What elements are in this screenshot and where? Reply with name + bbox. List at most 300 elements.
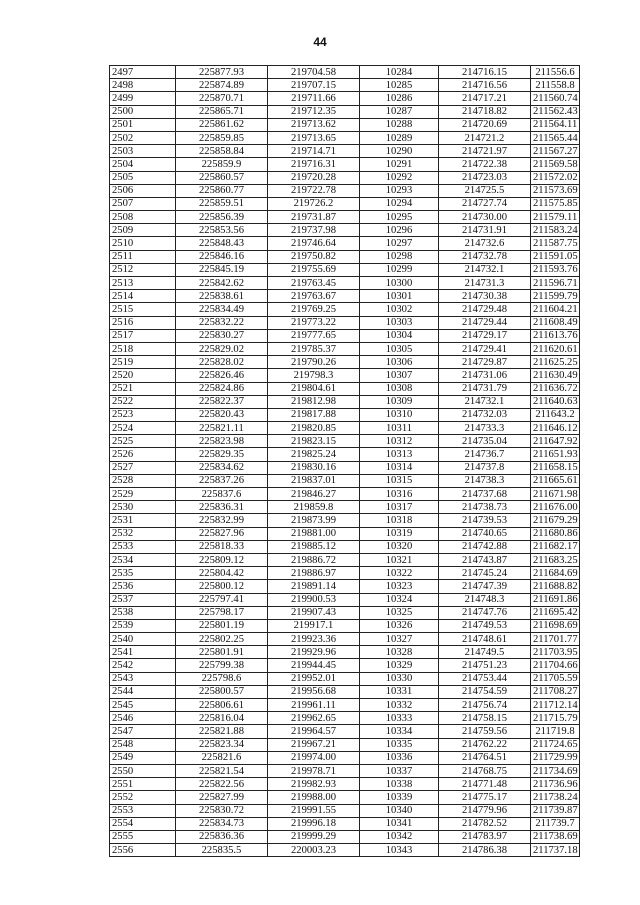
coord-y-a-cell: 219830.16 (268, 461, 360, 474)
coord-y-a-cell: 219785.37 (268, 342, 360, 355)
table-row (110, 197, 580, 210)
coord-x-b-cell: 214729.44 (439, 316, 531, 329)
point-number-b-cell: 10329 (360, 659, 439, 672)
coord-x-b-cell: 214753.44 (439, 672, 531, 685)
point-number-a-cell: 2516 (110, 316, 176, 329)
coord-y-a-cell: 219886.72 (268, 553, 360, 566)
coord-y-a-cell: 219798.3 (268, 369, 360, 382)
coord-y-a-cell: 219777.65 (268, 329, 360, 342)
coord-x-b-cell: 214754.59 (439, 685, 531, 698)
point-number-a-cell: 2544 (110, 685, 176, 698)
coord-x-a-cell: 225834.62 (176, 461, 268, 474)
coord-x-a-cell: 225826.46 (176, 369, 268, 382)
coord-x-a-cell: 225834.73 (176, 817, 268, 830)
coord-x-b-cell: 214756.74 (439, 699, 531, 712)
coord-x-a-cell: 225856.39 (176, 211, 268, 224)
coord-x-b-cell: 214731.91 (439, 224, 531, 237)
coord-y-a-cell: 219891.14 (268, 580, 360, 593)
table-row (110, 764, 580, 777)
coord-x-b-cell: 214735.04 (439, 435, 531, 448)
table-row (110, 619, 580, 632)
coord-x-b-cell: 214768.75 (439, 764, 531, 777)
point-number-b-cell: 10305 (360, 342, 439, 355)
point-number-b-cell: 10339 (360, 791, 439, 804)
table-row (110, 237, 580, 250)
coord-x-a-cell: 225845.19 (176, 263, 268, 276)
coord-y-a-cell: 219962.65 (268, 712, 360, 725)
table-row (110, 646, 580, 659)
coord-x-b-cell: 214771.48 (439, 778, 531, 791)
coord-x-b-cell: 214732.1 (439, 395, 531, 408)
table-row (110, 527, 580, 540)
coord-x-a-cell: 225802.25 (176, 633, 268, 646)
coord-y-a-cell: 219846.27 (268, 488, 360, 501)
coord-y-a-cell: 219988.00 (268, 791, 360, 804)
point-number-a-cell: 2556 (110, 844, 176, 857)
coord-y-b-cell: 211736.96 (531, 778, 580, 791)
coord-x-b-cell: 214762.22 (439, 738, 531, 751)
coord-x-b-cell: 214738.73 (439, 501, 531, 514)
coord-y-a-cell: 219956.68 (268, 685, 360, 698)
coord-y-a-cell: 219720.28 (268, 171, 360, 184)
table-row (110, 501, 580, 514)
point-number-b-cell: 10334 (360, 725, 439, 738)
coord-y-a-cell: 219712.35 (268, 105, 360, 118)
table-row (110, 844, 580, 857)
point-number-b-cell: 10316 (360, 488, 439, 501)
point-number-b-cell: 10304 (360, 329, 439, 342)
table-row (110, 817, 580, 830)
coord-x-b-cell: 214748.61 (439, 633, 531, 646)
point-number-a-cell: 2539 (110, 619, 176, 632)
coord-x-a-cell: 225837.6 (176, 488, 268, 501)
point-number-b-cell: 10287 (360, 105, 439, 118)
table-row (110, 606, 580, 619)
coord-y-a-cell: 219961.11 (268, 699, 360, 712)
point-number-a-cell: 2523 (110, 408, 176, 421)
coord-y-b-cell: 211680.86 (531, 527, 580, 540)
coord-y-b-cell: 211558.8 (531, 79, 580, 92)
coord-y-a-cell: 219837.01 (268, 474, 360, 487)
coord-y-a-cell: 219817.88 (268, 408, 360, 421)
coord-x-a-cell: 225860.57 (176, 171, 268, 184)
point-number-b-cell: 10338 (360, 778, 439, 791)
coord-x-a-cell: 225823.34 (176, 738, 268, 751)
table-row (110, 830, 580, 843)
coord-x-b-cell: 214727.74 (439, 197, 531, 210)
table-row (110, 567, 580, 580)
point-number-a-cell: 2518 (110, 342, 176, 355)
coord-x-a-cell: 225874.89 (176, 79, 268, 92)
coord-y-b-cell: 211593.76 (531, 263, 580, 276)
coord-y-b-cell: 211560.74 (531, 92, 580, 105)
point-number-a-cell: 2508 (110, 211, 176, 224)
point-number-a-cell: 2541 (110, 646, 176, 659)
coord-x-a-cell: 225836.36 (176, 830, 268, 843)
coord-y-a-cell: 219952.01 (268, 672, 360, 685)
coord-y-b-cell: 211708.27 (531, 685, 580, 698)
table-row (110, 79, 580, 92)
table-row (110, 342, 580, 355)
point-number-b-cell: 10323 (360, 580, 439, 593)
coord-x-b-cell: 214739.53 (439, 514, 531, 527)
coord-y-b-cell: 211640.63 (531, 395, 580, 408)
coord-x-b-cell: 214742.88 (439, 540, 531, 553)
coord-y-a-cell: 219859.8 (268, 501, 360, 514)
coord-x-a-cell: 225809.12 (176, 553, 268, 566)
coord-y-a-cell: 219823.15 (268, 435, 360, 448)
table-row (110, 488, 580, 501)
coord-y-b-cell: 211698.69 (531, 619, 580, 632)
coord-x-a-cell: 225830.72 (176, 804, 268, 817)
coord-x-a-cell: 225821.11 (176, 422, 268, 435)
point-number-a-cell: 2548 (110, 738, 176, 751)
coord-x-a-cell: 225801.19 (176, 619, 268, 632)
point-number-b-cell: 10308 (360, 382, 439, 395)
coord-x-b-cell: 214749.5 (439, 646, 531, 659)
coord-y-a-cell: 219885.12 (268, 540, 360, 553)
point-number-a-cell: 2497 (110, 66, 176, 79)
coord-y-b-cell: 211688.82 (531, 580, 580, 593)
coord-y-b-cell: 211712.14 (531, 699, 580, 712)
coord-x-a-cell: 225830.27 (176, 329, 268, 342)
coord-y-b-cell: 211599.79 (531, 290, 580, 303)
coordinates-table-body (110, 66, 580, 857)
point-number-a-cell: 2547 (110, 725, 176, 738)
point-number-b-cell: 10320 (360, 540, 439, 553)
coord-y-b-cell: 211729.99 (531, 751, 580, 764)
point-number-b-cell: 10296 (360, 224, 439, 237)
point-number-b-cell: 10331 (360, 685, 439, 698)
coord-y-b-cell: 211695.42 (531, 606, 580, 619)
coord-y-b-cell: 211608.49 (531, 316, 580, 329)
coord-y-b-cell: 211658.15 (531, 461, 580, 474)
coord-x-a-cell: 225829.02 (176, 342, 268, 355)
coord-x-a-cell: 225859.85 (176, 131, 268, 144)
point-number-a-cell: 2532 (110, 527, 176, 540)
coord-y-b-cell: 211665.61 (531, 474, 580, 487)
coord-x-a-cell: 225800.57 (176, 685, 268, 698)
table-row (110, 712, 580, 725)
coord-y-b-cell: 211573.69 (531, 184, 580, 197)
coord-y-b-cell: 211738.24 (531, 791, 580, 804)
coord-y-b-cell: 211636.72 (531, 382, 580, 395)
coord-y-b-cell: 211683.25 (531, 553, 580, 566)
table-row (110, 751, 580, 764)
coord-x-a-cell: 225832.22 (176, 316, 268, 329)
point-number-b-cell: 10311 (360, 422, 439, 435)
coord-y-b-cell: 211567.27 (531, 145, 580, 158)
point-number-b-cell: 10318 (360, 514, 439, 527)
coord-y-a-cell: 219707.15 (268, 79, 360, 92)
coord-x-b-cell: 214717.21 (439, 92, 531, 105)
coord-y-b-cell: 211572.02 (531, 171, 580, 184)
table-row (110, 118, 580, 131)
point-number-b-cell: 10330 (360, 672, 439, 685)
coord-y-a-cell: 219716.31 (268, 158, 360, 171)
point-number-a-cell: 2554 (110, 817, 176, 830)
point-number-b-cell: 10337 (360, 764, 439, 777)
coord-y-b-cell: 211651.93 (531, 448, 580, 461)
coord-x-b-cell: 214731.06 (439, 369, 531, 382)
point-number-b-cell: 10291 (360, 158, 439, 171)
table-row (110, 92, 580, 105)
coord-x-a-cell: 225829.35 (176, 448, 268, 461)
point-number-b-cell: 10336 (360, 751, 439, 764)
coord-y-b-cell: 211620.61 (531, 342, 580, 355)
coord-y-b-cell: 211575.85 (531, 197, 580, 210)
coord-x-b-cell: 214732.03 (439, 408, 531, 421)
point-number-b-cell: 10294 (360, 197, 439, 210)
table-row (110, 145, 580, 158)
table-row (110, 448, 580, 461)
point-number-b-cell: 10290 (360, 145, 439, 158)
coord-y-b-cell: 211565.44 (531, 131, 580, 144)
coord-y-b-cell: 211679.29 (531, 514, 580, 527)
table-row (110, 171, 580, 184)
coord-y-a-cell: 219982.93 (268, 778, 360, 791)
table-row (110, 791, 580, 804)
coord-x-b-cell: 214743.87 (439, 553, 531, 566)
coord-y-b-cell: 211739.7 (531, 817, 580, 830)
point-number-b-cell: 10315 (360, 474, 439, 487)
point-number-a-cell: 2514 (110, 290, 176, 303)
table-row (110, 408, 580, 421)
coord-y-b-cell: 211734.69 (531, 764, 580, 777)
coord-x-b-cell: 214720.69 (439, 118, 531, 131)
coord-y-a-cell: 219967.21 (268, 738, 360, 751)
coord-x-b-cell: 214737.68 (439, 488, 531, 501)
coord-x-a-cell: 225877.93 (176, 66, 268, 79)
point-number-b-cell: 10299 (360, 263, 439, 276)
coord-y-a-cell: 219750.82 (268, 250, 360, 263)
point-number-a-cell: 2524 (110, 422, 176, 435)
coord-x-a-cell: 225853.56 (176, 224, 268, 237)
coord-x-a-cell: 225822.37 (176, 395, 268, 408)
coord-y-b-cell: 211691.86 (531, 593, 580, 606)
coord-y-a-cell: 219726.2 (268, 197, 360, 210)
point-number-a-cell: 2535 (110, 567, 176, 580)
coord-x-b-cell: 214732.78 (439, 250, 531, 263)
coord-y-a-cell: 219737.98 (268, 224, 360, 237)
coord-y-b-cell: 211739.87 (531, 804, 580, 817)
coord-x-a-cell: 225801.91 (176, 646, 268, 659)
coord-y-a-cell: 219886.97 (268, 567, 360, 580)
point-number-a-cell: 2552 (110, 791, 176, 804)
table-row (110, 250, 580, 263)
point-number-a-cell: 2540 (110, 633, 176, 646)
point-number-a-cell: 2513 (110, 277, 176, 290)
point-number-a-cell: 2522 (110, 395, 176, 408)
coord-y-a-cell: 219978.71 (268, 764, 360, 777)
point-number-b-cell: 10302 (360, 303, 439, 316)
coord-x-b-cell: 214745.24 (439, 567, 531, 580)
coord-y-a-cell: 219900.53 (268, 593, 360, 606)
coord-x-b-cell: 214730.38 (439, 290, 531, 303)
coord-y-b-cell: 211569.58 (531, 158, 580, 171)
point-number-b-cell: 10309 (360, 395, 439, 408)
coord-y-a-cell: 219722.78 (268, 184, 360, 197)
coord-x-a-cell: 225860.77 (176, 184, 268, 197)
coord-y-a-cell: 219711.66 (268, 92, 360, 105)
table-row (110, 738, 580, 751)
coord-y-b-cell: 211625.25 (531, 356, 580, 369)
point-number-b-cell: 10332 (360, 699, 439, 712)
point-number-a-cell: 2538 (110, 606, 176, 619)
point-number-b-cell: 10288 (360, 118, 439, 131)
coord-y-a-cell: 219917.1 (268, 619, 360, 632)
point-number-a-cell: 2506 (110, 184, 176, 197)
coord-y-b-cell: 211613.76 (531, 329, 580, 342)
coord-y-b-cell: 211579.11 (531, 211, 580, 224)
coord-x-a-cell: 225821.88 (176, 725, 268, 738)
coord-y-a-cell: 219746.64 (268, 237, 360, 250)
point-number-b-cell: 10326 (360, 619, 439, 632)
coord-x-b-cell: 214721.2 (439, 131, 531, 144)
coord-y-a-cell: 220003.23 (268, 844, 360, 857)
table-row (110, 224, 580, 237)
point-number-a-cell: 2501 (110, 118, 176, 131)
coord-x-b-cell: 214747.76 (439, 606, 531, 619)
point-number-b-cell: 10286 (360, 92, 439, 105)
point-number-a-cell: 2512 (110, 263, 176, 276)
point-number-a-cell: 2530 (110, 501, 176, 514)
coord-y-a-cell: 219974.00 (268, 751, 360, 764)
point-number-b-cell: 10307 (360, 369, 439, 382)
point-number-a-cell: 2507 (110, 197, 176, 210)
coord-x-a-cell: 225822.56 (176, 778, 268, 791)
coord-x-b-cell: 214775.17 (439, 791, 531, 804)
point-number-a-cell: 2529 (110, 488, 176, 501)
point-number-b-cell: 10301 (360, 290, 439, 303)
coord-y-a-cell: 219881.00 (268, 527, 360, 540)
coord-x-a-cell: 225818.33 (176, 540, 268, 553)
coord-y-b-cell: 211715.79 (531, 712, 580, 725)
coord-x-b-cell: 214783.97 (439, 830, 531, 843)
table-row (110, 778, 580, 791)
point-number-b-cell: 10312 (360, 435, 439, 448)
coord-x-b-cell: 214732.6 (439, 237, 531, 250)
coord-y-a-cell: 219825.24 (268, 448, 360, 461)
coord-y-b-cell: 211562.43 (531, 105, 580, 118)
coord-x-b-cell: 214730.00 (439, 211, 531, 224)
coord-x-a-cell: 225824.86 (176, 382, 268, 395)
coord-y-b-cell: 211703.95 (531, 646, 580, 659)
point-number-b-cell: 10324 (360, 593, 439, 606)
coord-x-a-cell: 225827.96 (176, 527, 268, 540)
coord-x-b-cell: 214738.3 (439, 474, 531, 487)
coord-y-b-cell: 211583.24 (531, 224, 580, 237)
point-number-b-cell: 10340 (360, 804, 439, 817)
point-number-a-cell: 2521 (110, 382, 176, 395)
coord-x-b-cell: 214764.51 (439, 751, 531, 764)
point-number-b-cell: 10298 (360, 250, 439, 263)
point-number-b-cell: 10333 (360, 712, 439, 725)
table-row (110, 395, 580, 408)
coord-x-a-cell: 225834.49 (176, 303, 268, 316)
coord-x-a-cell: 225798.6 (176, 672, 268, 685)
point-number-b-cell: 10300 (360, 277, 439, 290)
coord-x-a-cell: 225798.17 (176, 606, 268, 619)
coord-y-b-cell: 211646.12 (531, 422, 580, 435)
table-row (110, 131, 580, 144)
coord-x-a-cell: 225806.61 (176, 699, 268, 712)
coord-x-a-cell: 225797.41 (176, 593, 268, 606)
point-number-b-cell: 10335 (360, 738, 439, 751)
table-row (110, 580, 580, 593)
coord-x-b-cell: 214779.96 (439, 804, 531, 817)
coord-x-b-cell: 214721.97 (439, 145, 531, 158)
coord-x-b-cell: 214731.3 (439, 277, 531, 290)
coord-x-b-cell: 214718.82 (439, 105, 531, 118)
table-row (110, 263, 580, 276)
coord-y-a-cell: 219763.67 (268, 290, 360, 303)
coord-y-b-cell: 211596.71 (531, 277, 580, 290)
point-number-b-cell: 10306 (360, 356, 439, 369)
point-number-b-cell: 10319 (360, 527, 439, 540)
coord-y-b-cell: 211647.92 (531, 435, 580, 448)
coord-y-b-cell: 211591.05 (531, 250, 580, 263)
table-row (110, 435, 580, 448)
point-number-a-cell: 2500 (110, 105, 176, 118)
coord-x-b-cell: 214740.65 (439, 527, 531, 540)
coord-y-b-cell: 211738.69 (531, 830, 580, 843)
coordinates-table (109, 65, 580, 857)
table-row (110, 290, 580, 303)
point-number-a-cell: 2531 (110, 514, 176, 527)
coord-x-a-cell: 225823.98 (176, 435, 268, 448)
point-number-b-cell: 10341 (360, 817, 439, 830)
coord-y-b-cell: 211701.77 (531, 633, 580, 646)
page-number: 44 (313, 35, 327, 49)
point-number-b-cell: 10328 (360, 646, 439, 659)
coord-y-a-cell: 219820.85 (268, 422, 360, 435)
table-row (110, 461, 580, 474)
coord-x-b-cell: 214737.8 (439, 461, 531, 474)
table-row (110, 303, 580, 316)
point-number-a-cell: 2528 (110, 474, 176, 487)
point-number-a-cell: 2545 (110, 699, 176, 712)
coord-x-a-cell: 225870.71 (176, 92, 268, 105)
coord-x-b-cell: 214725.5 (439, 184, 531, 197)
point-number-a-cell: 2533 (110, 540, 176, 553)
point-number-a-cell: 2504 (110, 158, 176, 171)
coord-y-a-cell: 219944.45 (268, 659, 360, 672)
coord-x-a-cell: 225821.54 (176, 764, 268, 777)
table-row (110, 422, 580, 435)
point-number-a-cell: 2511 (110, 250, 176, 263)
table-row (110, 382, 580, 395)
coord-x-a-cell: 225832.99 (176, 514, 268, 527)
coord-x-a-cell: 225848.43 (176, 237, 268, 250)
coord-x-a-cell: 225804.42 (176, 567, 268, 580)
coord-y-b-cell: 211587.75 (531, 237, 580, 250)
point-number-a-cell: 2527 (110, 461, 176, 474)
point-number-a-cell: 2526 (110, 448, 176, 461)
coord-y-a-cell: 219714.71 (268, 145, 360, 158)
point-number-b-cell: 10343 (360, 844, 439, 857)
table-row (110, 356, 580, 369)
point-number-a-cell: 2555 (110, 830, 176, 843)
coord-x-a-cell: 225800.12 (176, 580, 268, 593)
coord-x-a-cell: 225828.02 (176, 356, 268, 369)
point-number-a-cell: 2515 (110, 303, 176, 316)
point-number-b-cell: 10293 (360, 184, 439, 197)
coord-x-b-cell: 214747.39 (439, 580, 531, 593)
coord-y-b-cell: 211643.2 (531, 408, 580, 421)
coord-x-b-cell: 214729.41 (439, 342, 531, 355)
coord-y-a-cell: 219731.87 (268, 211, 360, 224)
